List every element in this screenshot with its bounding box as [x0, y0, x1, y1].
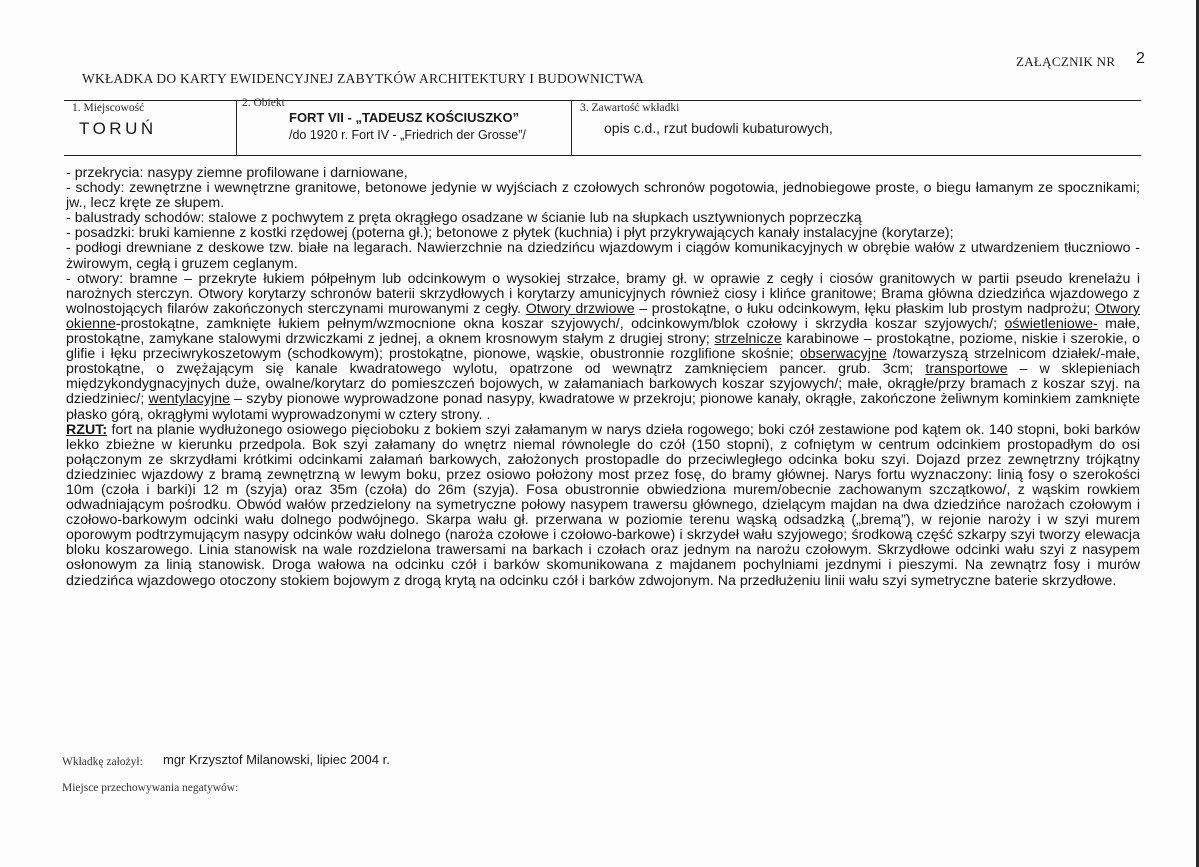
attachment-label: ZAŁĄCZNIK NR	[1016, 54, 1116, 69]
object-subtitle: /do 1920 r. Fort IV - „Friedrich der Grosse”/	[289, 128, 526, 142]
contents-value: opis c.d., rzut budowli kubaturowych,	[604, 120, 833, 136]
object-name: FORT VII - „TADEUSZ KOŚCIUSZKO”	[289, 110, 520, 125]
locality-value: TORUŃ	[79, 119, 157, 138]
header-rule-top	[64, 100, 1141, 101]
header-rule-bottom	[64, 155, 1141, 156]
negatives-label: Miejsce przechowywania negatywów:	[62, 782, 239, 794]
object-label: 2. Obiekt	[242, 97, 285, 109]
term-transportowe: transportowe	[925, 361, 1008, 378]
term-wentylacyjne: wentylacyjne	[148, 391, 230, 408]
paragraph-schody: - schody: zewnętrzne i wewnętrzne granitowe, betonowe jedynie w wyjściach z czołowych schronów pogotowia, jednobiegowe proste, o biegu łamanym ze spocznikami; jw., lecz kręte ze słupem.	[66, 180, 1140, 212]
description-body	[66, 166, 1140, 589]
paragraph-otwory: - otwory: bramne – przekryte łukiem półpełnym lub odcinkowym o wysokiej strzałce, bramy gł. w oprawie z cegły i ciosów granitowych w partii pseudo krenelażu i narożnych sterczyn. Otwory korytarzy schronów baterii skrzydłowych i korytarzy amunicyjnych również ciosy i klińce granitowe; Brama główna dziedzińca wjazdowego z wolnostojących filarów zakończonych sterczynami murowanymi z cegły. Otwory drzwiowe – prostokątne, o łuku odcinkowym, łęku płaskim lub prostym nadprożu; Otwory okienne-prostokątne, zamknięte łukiem pełnym/wzmocnione okna koszar szyjowych/, odcinkowym/blok czołowy i skrzydła koszar szyjowych/; oświetleniowe- małe, prostokątne, zamykane stalowymi drzwiczkami z jednej, a oknem krosnowym stałym z drugiej strony; strzelnicze karabinowe – prostokątne, poziome, niskie i szerokie, o glifie i łęku przeciwrykoszetowym (schodkowym); prostokątne, pionowe, wąskie, obustronnie rozglifione skośnie; obserwacyjne /towarzyszą strzelnicom działek/-małe, prostokątne, o zwężającym się kanale kwadratowego wylotu, opatrzone od wewnątrz zamknięciem pancer. grub. 3cm; transportowe – w sklepieniach międzykondygnacyjnych duże, owalne/korytarz do pomieszczeń bojowych, w załamaniach barkowych koszar szyjowych/; małe, okrągłe/przy bramach z koszar szyj. na dziedziniec/; wentylacyjne – szyby pionowe wyprowadzone ponad nasypy, kwadratowe w przekroju; pionowe kanały, okrągłe, zakończone żeliwnym kominkiem zamknięte płasko górą, okrągłymi wylotami wyprowadzonymi w cztery strony. .	[66, 270, 1141, 423]
term-otwory-okienne: Otwory okienne	[66, 300, 1140, 332]
term-obserwacyjne: obserwacyjne	[799, 346, 887, 363]
paragraph-przekrycia: - przekrycia: nasypy ziemne profilowane i darniowane,	[66, 165, 408, 181]
header-divider-1	[236, 100, 237, 155]
attachment-number: 2	[1136, 50, 1145, 67]
rzut-heading: RZUT:	[66, 421, 108, 438]
document-title: WKŁADKA DO KARTY EWIDENCYJNEJ ZABYTKÓW ARCHITEKTURY I BUDOWNICTWA	[82, 71, 645, 86]
term-otwory-drzwiowe: Otwory drzwiowe	[525, 300, 635, 317]
locality-label: 1. Miejscowość	[72, 102, 145, 114]
term-oswietleniowe: oświetleniowe-	[1004, 315, 1098, 332]
paragraph-balustrady: - balustrady schodów: stalowe z pochwytem z pręta okrągłego osadzane w ścianie lub na słupkach usztywnionych poprzeczką	[66, 210, 862, 227]
paragraph-posadzki: - posadzki: bruki kamienne z kostki rzędowej (poterna gł.); betonowe z płytek (kuchnia) i płyt przykrywających kanały instalacyjne (korytarze);	[66, 225, 954, 242]
paragraph-rzut: RZUT: fort na planie wydłużonego osiowego pięcioboku z bokiem szyi załamanym w narys dzieła rogowego; boki czół zestawione pod kątem ok. 140 stopni, boki barków lekko zbieżne w kierunku przedpola. Bok szyi załamany do wnętrz niemal równolegle do czół (150 stopni), z cofniętym w centrum odcinkiem prostopadłym do osi połączonym ze skrzydłami krótkimi odcinkami załamań barkowych, założonych prostopadle do przeciwległego odcinka boku szyi. Dojazd przez zewnętrzny trójkątny dziedziniec wjazdowy z bramą zewnętrzną w lewym boku, przez osiowo położony most przez fosę, do bramy głównej. Narys fortu wyznaczony: linią fosy o szerokości 10m (czoła i barki)i 12 m (szyja) oraz 35m (czoła) do 26m (szyja). Fosa obustronnie obwiedziona murem/obecnie zachowanym szczątkowo/, z wąskim rowkiem odwadniającym pośrodku. Obwód wałów przedzielony na symetryczne połowy nasypem trawersu głównego, dzielącym majdan na dwa dziedzińce narożach czołowym i czołowo-barkowym odcinki wału dolnego podwójnego. Skarpa wału gł. przerwana w poziomie terenu wąską odsadzką („bremą”), w rejonie naroży i w szyi murem oporowym podtrzymującym nasypy odcinków wału dolnego (naroża czołowe i czołowo-barkowe) i skrzydeł wału szyjowego; środkową część szkarpy szyi tworzy elewacja bloku koszarowego. Linia stanowisk na wale rozdzielona trawersami na barkach i czołach oraz jednym na narożu czołowym. Skrzydłowe odcinki wału szyi z nasypem osłonowym za linią stanowisk. Droga wałowa na odcinku czół i barków skomunikowana z majdanem pochylniami jezdnymi i pieszymi. Na zewnątrz fosy i murów dziedzińca wjazdowego otoczony stokiem bojowym z drogą krytą na odcinku czół i barków zdwojonym. Na przedłużeniu linii wału szyi symetryczne baterie skrzydłowe.	[66, 421, 1140, 589]
author-label: Wkładkę założył:	[62, 756, 143, 768]
term-strzelnicze: strzelnicze	[714, 331, 782, 348]
author-value: mgr Krzysztof Milanowski, lipiec 2004 r.	[163, 752, 390, 767]
paragraph-podlogi: - podłogi drewniane z deskowe tzw. białe na legarach. Nawierzchnie na dziedzińcu wjazdowym i ciągów komunikacyjnych w obrębie wałów z utwardzeniem tłuczniowo - żwirowym, cegłą i gruzem ceglanym.	[66, 240, 1140, 272]
contents-label: 3. Zawartość wkładki	[580, 102, 680, 114]
header-divider-2	[571, 100, 572, 155]
